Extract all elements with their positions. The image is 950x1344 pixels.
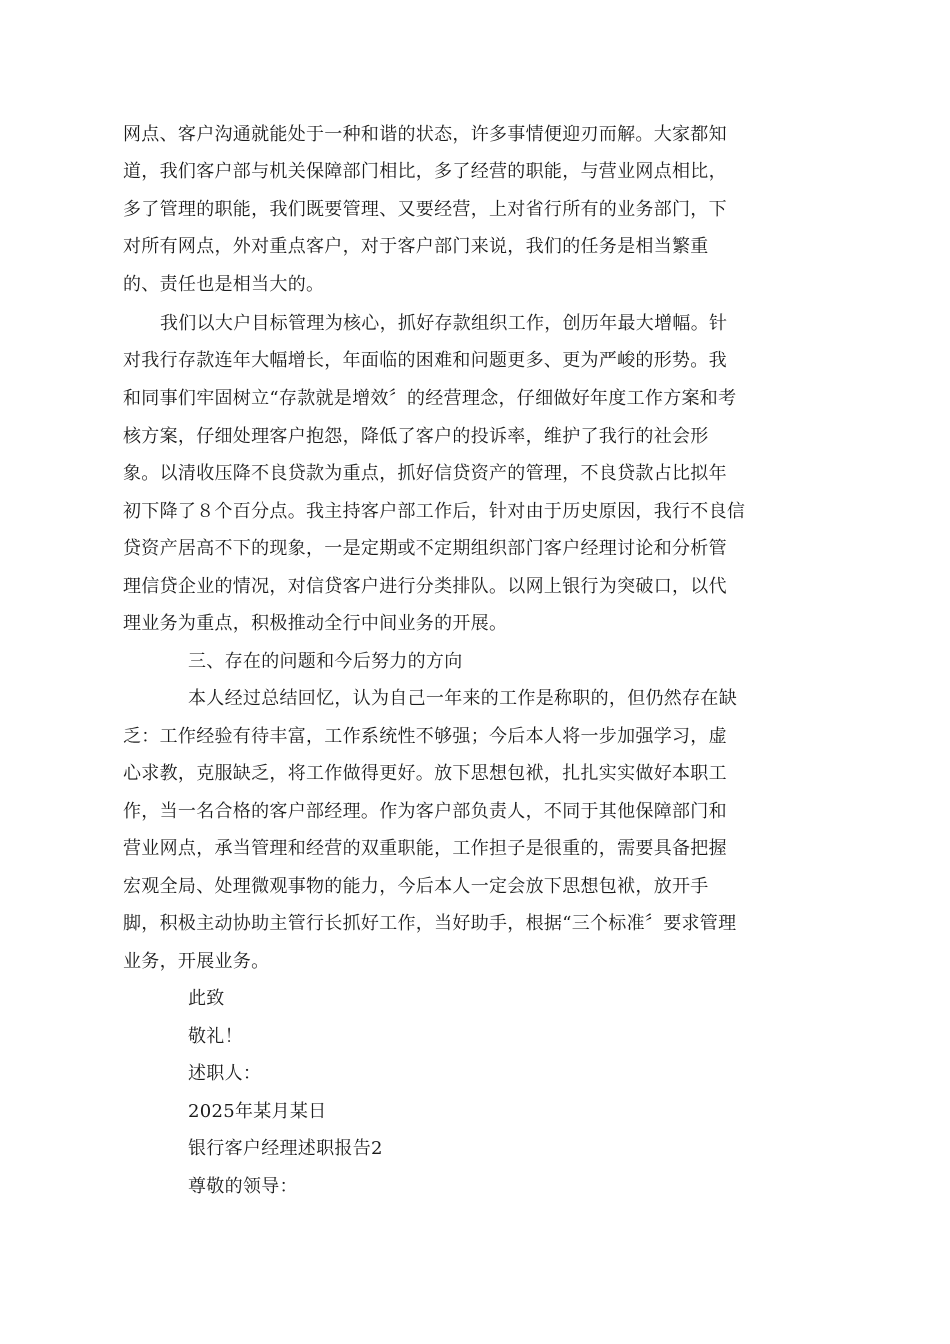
text-line: 网点、客户沟通就能处于一种和谐的状态，许多事情便迎刃而解。大家都知 bbox=[123, 124, 727, 145]
text-line: 初下降了８个百分点。我主持客户部工作后，针对由于历史原因，我行不良信 bbox=[123, 501, 746, 522]
text-line: 心求教，克服缺乏，将工作做得更好。放下思想包袱，扎扎实实做好本职工 bbox=[123, 763, 727, 784]
text-line: 的、责任也是相当大的。 bbox=[123, 274, 325, 295]
text-line: 象。以清收压降不良贷款为重点，抓好信贷资产的管理，不良贷款占比拟年 bbox=[123, 463, 727, 484]
text-line: 对所有网点，外对重点客户，对于客户部门来说，我们的任务是相当繁重 bbox=[123, 236, 709, 257]
text-line: 我们以大户目标管理为核心，抓好存款组织工作，创历年最大增幅。针 bbox=[160, 313, 728, 334]
date-text: 2025年某月某日 bbox=[188, 1101, 327, 1122]
text-line: 多了管理的职能，我们既要管理、又要经营，上对省行所有的业务部门，下 bbox=[123, 199, 727, 220]
text-line: 对我行存款连年大幅增长，年面临的困难和问题更多、更为严峻的形势。我 bbox=[123, 350, 727, 371]
text-line: 本人经过总结回忆，认为自己一年来的工作是称职的，但仍然存在缺 bbox=[188, 688, 737, 709]
greeting-text: 尊敬的领导： bbox=[188, 1176, 298, 1197]
text-line: 贷资产居高不下的现象，一是定期或不定期组织部门客户经理讨论和分析管 bbox=[123, 538, 727, 559]
next-report-title: 银行客户经理述职报告2 bbox=[188, 1138, 383, 1159]
text-line: 道，我们客户部与机关保障部门相比，多了经营的职能，与营业网点相比， bbox=[123, 161, 727, 182]
text-line: 和同事们牢固树立“存款就是增效〞的经营理念，仔细做好年度工作方案和考 bbox=[123, 388, 737, 409]
text-line: 宏观全局、处理微观事物的能力，今后本人一定会放下思想包袱，放开手 bbox=[123, 876, 709, 897]
text-line: 作，当一名合格的客户部经理。作为客户部负责人，不同于其他保障部门和 bbox=[123, 801, 727, 822]
section-heading: 三、存在的问题和今后努力的方向 bbox=[188, 651, 463, 672]
text-line: 营业网点，承当管理和经营的双重职能，工作担子是很重的，需要具备把握 bbox=[123, 838, 727, 859]
text-line: 脚，积极主动协助主管行长抓好工作，当好助手，根据“三个标准〞要求管理 bbox=[123, 913, 737, 934]
text-line: 核方案，仔细处理客户抱怨，降低了客户的投诉率，维护了我行的社会形 bbox=[123, 426, 709, 447]
closing-text: 此致 bbox=[188, 988, 225, 1009]
text-line: 理业务为重点，积极推动全行中间业务的开展。 bbox=[123, 613, 508, 634]
text-line: 业务，开展业务。 bbox=[123, 951, 270, 972]
reporter-label: 述职人： bbox=[188, 1063, 262, 1084]
text-line: 理信贷企业的情况，对信贷客户进行分类排队。以网上银行为突破口，以代 bbox=[123, 576, 727, 597]
text-line: 乏：工作经验有待丰富，工作系统性不够强；今后本人将一步加强学习，虚 bbox=[123, 726, 727, 747]
salute-text: 敬礼！ bbox=[188, 1026, 243, 1047]
